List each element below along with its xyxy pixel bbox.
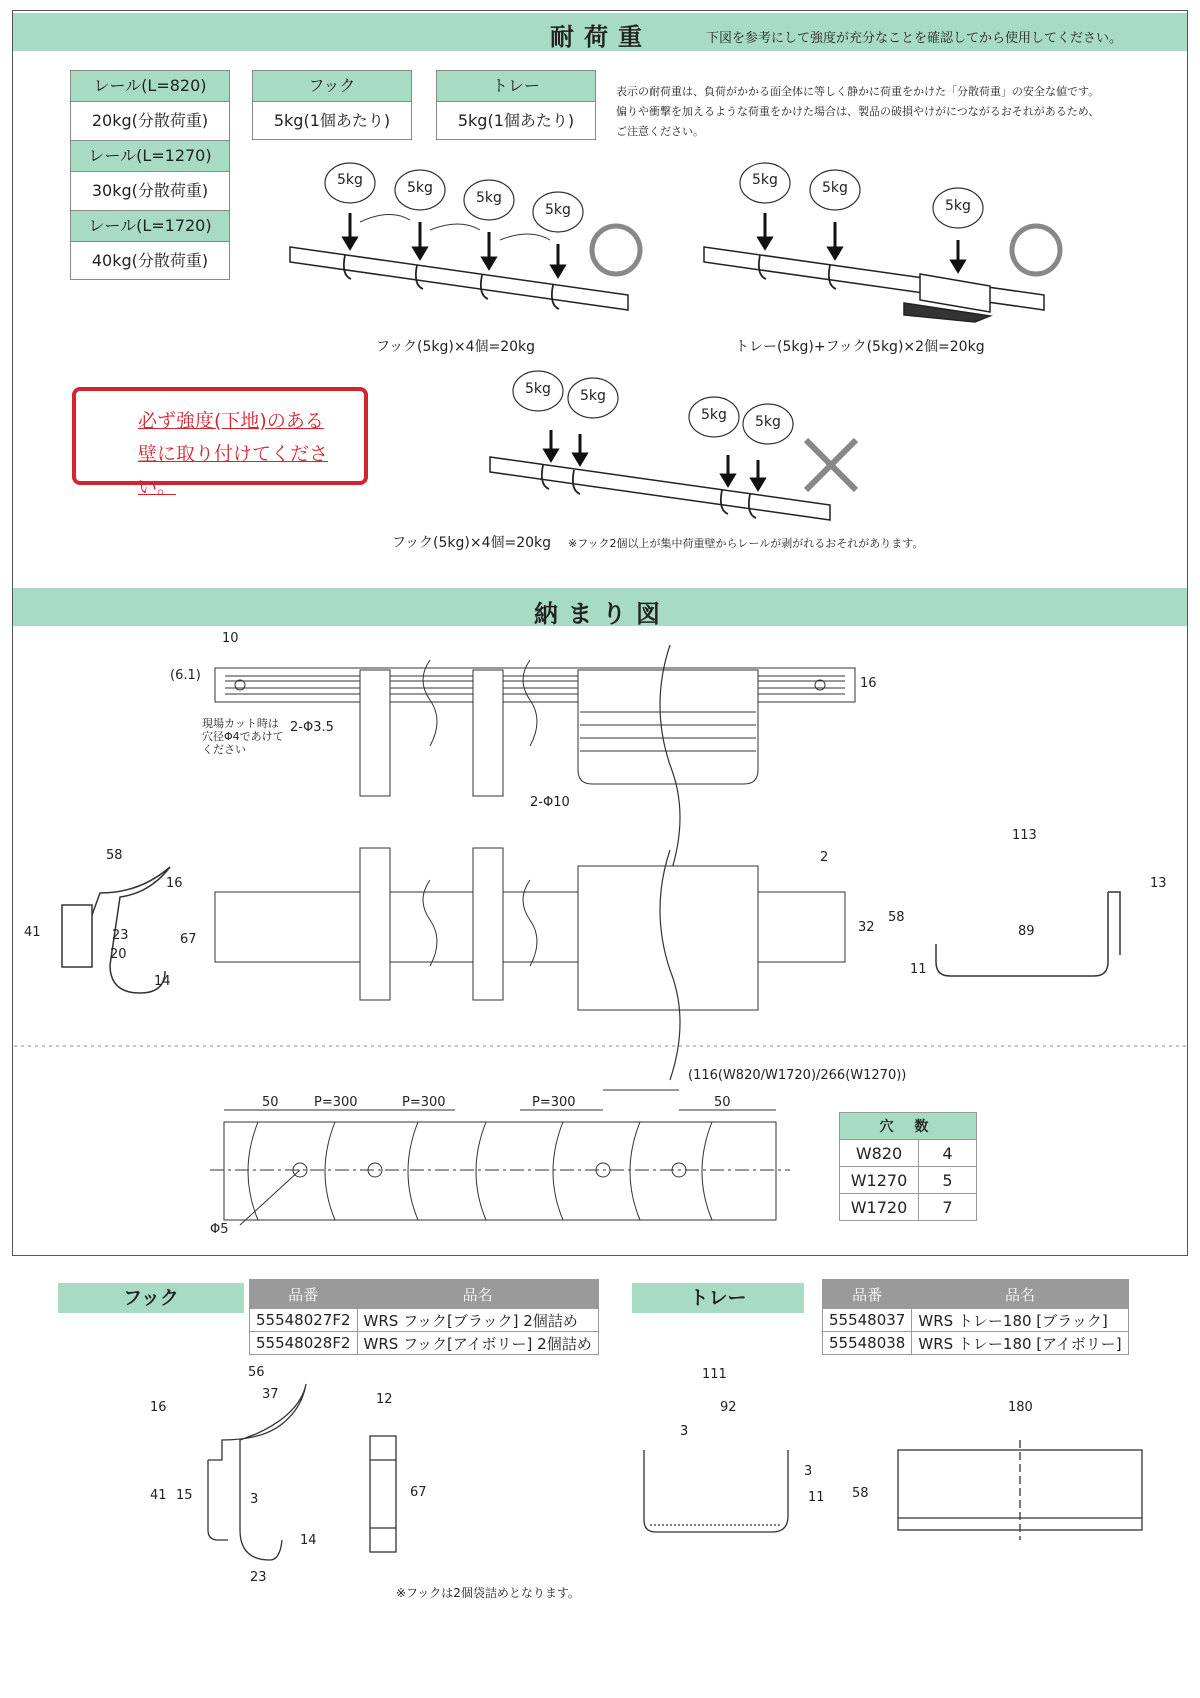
hole-count: 7 bbox=[919, 1194, 977, 1221]
hole-count-header: 穴 数 bbox=[840, 1113, 977, 1140]
col-code: 品番 bbox=[823, 1280, 912, 1309]
dim-11: 11 bbox=[910, 962, 927, 977]
dim-41b: 41 bbox=[150, 1488, 167, 1503]
dim-180: 180 bbox=[1008, 1400, 1033, 1415]
dim-50a: 50 bbox=[262, 1095, 279, 1110]
weight-label: 5kg bbox=[407, 180, 433, 196]
dim-16c: 16 bbox=[150, 1400, 167, 1415]
weight-label: 5kg bbox=[752, 172, 778, 188]
load-description-line: 表示の耐荷重は、負荷がかかる面全体に等しく静かに荷重をかけた「分散荷重」の安全な値です。 bbox=[616, 85, 1100, 98]
hook-note: ※フックは2個袋詰めとなります。 bbox=[396, 1586, 580, 1600]
rail-load-label: レール(L=820) bbox=[71, 71, 229, 102]
tray-load-label: トレー bbox=[437, 71, 595, 102]
weight-label: 5kg bbox=[755, 414, 781, 430]
dim-12: 12 bbox=[376, 1392, 393, 1407]
hole-model: W1270 bbox=[840, 1167, 919, 1194]
col-code: 品番 bbox=[250, 1280, 358, 1309]
hook-product-label: フック bbox=[58, 1283, 244, 1313]
product-code: 55548038 bbox=[823, 1332, 912, 1355]
product-code: 55548037 bbox=[823, 1309, 912, 1332]
dim-2: 2 bbox=[820, 850, 829, 865]
dim-13: 13 bbox=[1150, 876, 1167, 891]
weight-label: 5kg bbox=[476, 190, 502, 206]
dim-23b: 23 bbox=[250, 1570, 267, 1585]
dim-10: 10 bbox=[222, 631, 239, 646]
col-name: 品名 bbox=[912, 1280, 1128, 1309]
dim-2-phi3-5: 2-Φ3.5 bbox=[290, 720, 334, 735]
load-description-line: 偏りや衝撃を加えるような荷重をかけた場合は、製品の破損やけがにつながるおそれがあるため、 bbox=[616, 105, 1100, 118]
dim-67: 67 bbox=[180, 932, 197, 947]
dim-58: 58 bbox=[106, 848, 123, 863]
dim-11b: 11 bbox=[808, 1490, 825, 1505]
weight-label: 5kg bbox=[525, 381, 551, 397]
dim-58b: 58 bbox=[888, 910, 905, 925]
rail-load-value: 40kg(分散荷重) bbox=[91, 251, 209, 270]
dim-6-1: (6.1) bbox=[170, 668, 201, 683]
ng-caption: フック(5kg)×4個=20kg bbox=[392, 535, 552, 551]
dim-58c: 58 bbox=[852, 1486, 869, 1501]
hook-load-label: フック bbox=[253, 71, 411, 102]
dim-pitch: P=300 bbox=[532, 1095, 576, 1110]
product-name: WRS トレー180 [アイボリー] bbox=[912, 1332, 1128, 1355]
product-name: WRS トレー180 [ブラック] bbox=[912, 1309, 1128, 1332]
col-name: 品名 bbox=[357, 1280, 598, 1309]
hole-model: W820 bbox=[840, 1140, 919, 1167]
hole-count: 4 bbox=[919, 1140, 977, 1167]
dim-2-phi10: 2-Φ10 bbox=[530, 795, 570, 810]
weight-label: 5kg bbox=[580, 388, 606, 404]
hook-load-value: 5kg(1個あたり) bbox=[273, 111, 391, 130]
dim-37: 37 bbox=[262, 1387, 279, 1402]
weight-label: 5kg bbox=[945, 198, 971, 214]
tray-product-label: トレー bbox=[632, 1283, 804, 1313]
dim-14b: 14 bbox=[300, 1533, 317, 1548]
tray-profile bbox=[644, 1440, 1142, 1540]
dim-pitch: P=300 bbox=[314, 1095, 358, 1110]
warning-line: 壁に取り付けてください。 bbox=[138, 443, 329, 498]
dim-41: 41 bbox=[24, 925, 41, 940]
rail-load-label: レール(L=1720) bbox=[71, 210, 229, 242]
dim-32: 32 bbox=[858, 920, 875, 935]
load-description-line: ご注意ください。 bbox=[616, 125, 704, 138]
cut-note-line: 穴径Φ4であけて bbox=[202, 730, 284, 743]
weight-label: 5kg bbox=[822, 180, 848, 196]
tray-load-value: 5kg(1個あたり) bbox=[457, 111, 575, 130]
dim-113: 113 bbox=[1012, 828, 1037, 843]
dim-span: (116(W820/W1720)/266(W1270)) bbox=[688, 1068, 907, 1083]
load-section-title: 耐荷重 bbox=[550, 23, 652, 51]
dim-111: 111 bbox=[702, 1367, 727, 1382]
dim-14: 14 bbox=[154, 974, 171, 989]
ok1-caption: フック(5kg)×4個=20kg bbox=[376, 339, 536, 355]
fit-section-title: 納まり図 bbox=[534, 600, 670, 628]
load-section-note: 下図を参考にして強度が充分なことを確認してから使用してください。 bbox=[706, 31, 1123, 46]
ok2-caption: トレー(5kg)+フック(5kg)×2個=20kg bbox=[735, 339, 985, 355]
dim-23: 23 bbox=[112, 928, 129, 943]
dim-20: 20 bbox=[110, 947, 127, 962]
dim-16b: 16 bbox=[166, 876, 183, 891]
dim-3: 3 bbox=[250, 1492, 259, 1507]
weight-label: 5kg bbox=[337, 172, 363, 188]
dim-56: 56 bbox=[248, 1365, 265, 1380]
hole-count: 5 bbox=[919, 1167, 977, 1194]
dim-92: 92 bbox=[720, 1400, 737, 1415]
dim-15: 15 bbox=[176, 1488, 193, 1503]
rail-load-value: 20kg(分散荷重) bbox=[91, 111, 209, 130]
dim-16: 16 bbox=[860, 676, 877, 691]
weight-label: 5kg bbox=[545, 202, 571, 218]
dim-50b: 50 bbox=[714, 1095, 731, 1110]
weight-label: 5kg bbox=[701, 407, 727, 423]
dim-67b: 67 bbox=[410, 1485, 427, 1500]
cut-note-line: 現場カット時は bbox=[202, 717, 279, 730]
product-code: 55548028F2 bbox=[250, 1332, 358, 1355]
rail-load-label: レール(L=1270) bbox=[71, 140, 229, 172]
dim-pitch: P=300 bbox=[402, 1095, 446, 1110]
hole-model: W1720 bbox=[840, 1194, 919, 1221]
dim-phi5: Φ5 bbox=[210, 1222, 229, 1237]
cut-note-line: ください bbox=[202, 743, 246, 756]
product-code: 55548027F2 bbox=[250, 1309, 358, 1332]
rail-load-value: 30kg(分散荷重) bbox=[91, 181, 209, 200]
product-name: WRS フック[ブラック] 2個詰め bbox=[357, 1309, 598, 1332]
dim-89: 89 bbox=[1018, 924, 1035, 939]
ng-note: ※フック2個以上が集中荷重壁からレールが剥がれるおそれがあります。 bbox=[568, 537, 924, 550]
warning-line: 必ず強度(下地)のある bbox=[138, 410, 324, 432]
dim-3b: 3 bbox=[804, 1464, 813, 1479]
dim-3a: 3 bbox=[680, 1424, 689, 1439]
product-name: WRS フック[アイボリー] 2個詰め bbox=[357, 1332, 598, 1355]
